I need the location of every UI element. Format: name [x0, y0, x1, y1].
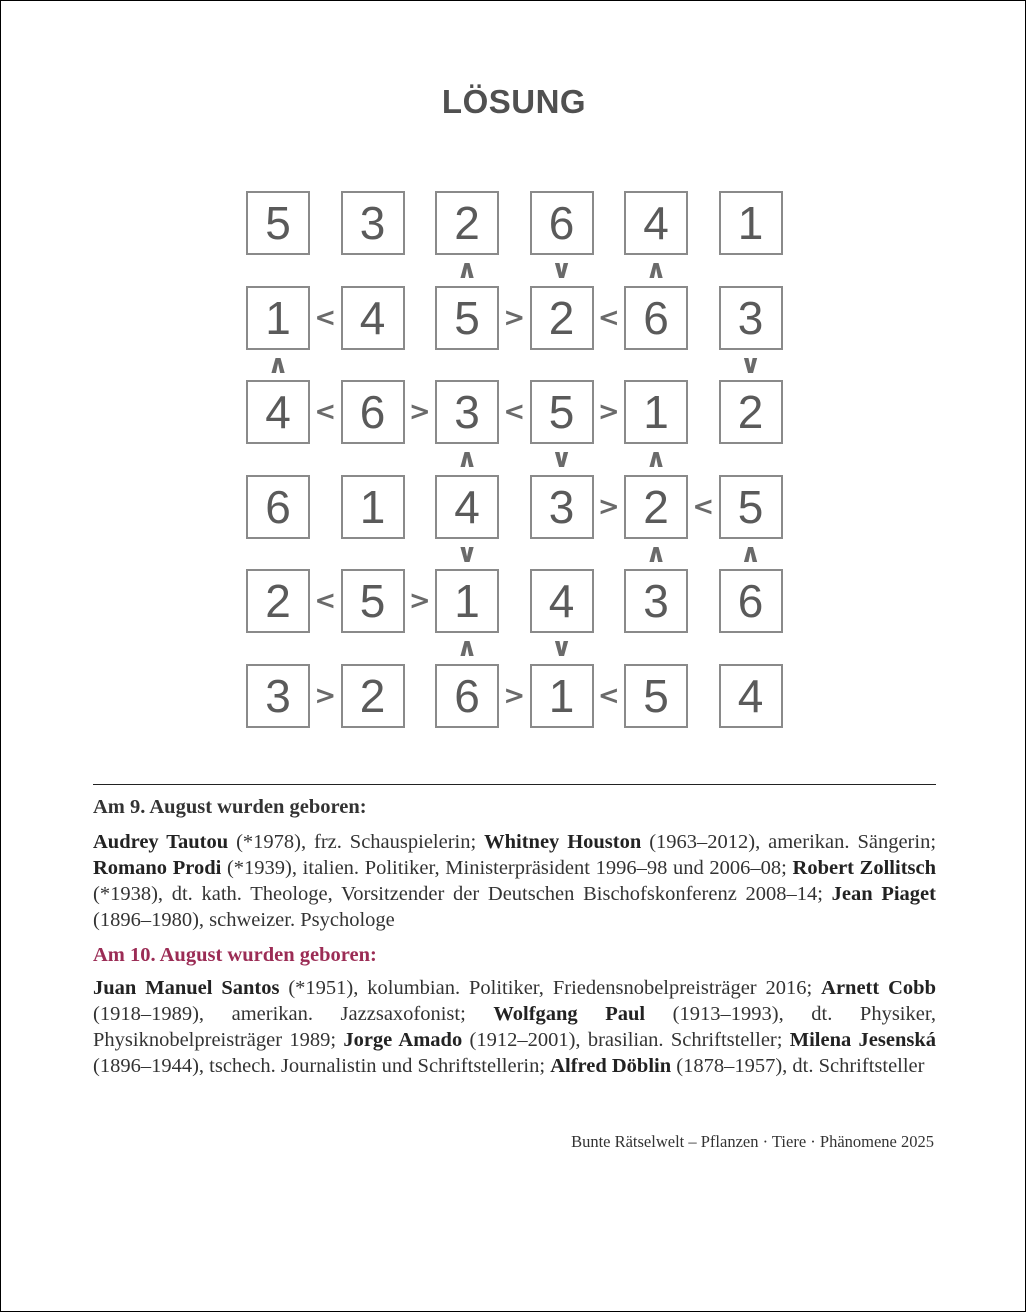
inequality-sign-horizontal: > [597, 491, 620, 522]
person-description: (1878–1957), dt. Schriftsteller [671, 1055, 925, 1077]
person-name: Romano Prodi [93, 857, 222, 879]
person-name: Whitney Houston [484, 831, 642, 853]
divider [93, 784, 936, 785]
inequality-sign-vertical: ∧ [739, 538, 762, 569]
person-name: Wolfgang Paul [493, 1003, 646, 1025]
inequality-sign-vertical: ∨ [739, 349, 762, 380]
person-name: Juan Manuel Santos [93, 977, 280, 999]
grid-cell: 5 [719, 475, 783, 539]
inequality-sign-horizontal: < [597, 302, 620, 333]
grid-cell: 5 [530, 380, 594, 444]
grid-cell: 5 [341, 569, 405, 633]
grid-cell: 2 [719, 380, 783, 444]
inequality-sign-horizontal: < [314, 586, 337, 616]
section2-heading: Am 10. August wurden geboren: [93, 944, 377, 966]
inequality-sign-horizontal: < [692, 491, 715, 522]
person-name: Audrey Tautou [93, 831, 229, 853]
grid-cell: 3 [530, 475, 594, 539]
grid-cell: 1 [719, 191, 783, 255]
grid-cell: 6 [435, 664, 499, 728]
grid-cell: 3 [246, 664, 310, 728]
inequality-sign-horizontal: > [597, 397, 620, 427]
grid-cell: 2 [435, 191, 499, 255]
grid-cell: 6 [624, 286, 688, 350]
grid-cell: 6 [719, 569, 783, 633]
grid-cell: 1 [530, 664, 594, 728]
inequality-sign-vertical: ∧ [645, 538, 667, 569]
person-name: Robert Zollitsch [792, 857, 936, 879]
inequality-sign-horizontal: > [503, 680, 526, 711]
inequality-sign-vertical: ∨ [550, 255, 573, 286]
person-description: (*1951), kolumbian. Politiker, Friedensnobelpreisträger 2016; [279, 977, 822, 999]
inequality-sign-horizontal: > [408, 397, 431, 427]
person-name: Jean Piaget [831, 883, 936, 905]
inequality-sign-horizontal: < [314, 302, 337, 333]
inequality-sign-vertical: ∨ [550, 444, 573, 475]
section2-text [93, 975, 936, 1079]
footer: Bunte Rätselwelt – Pflanzen · Tiere · Phänomene 2025 [571, 1132, 934, 1151]
grid-cell: 2 [341, 664, 405, 728]
futoshiki-solution-grid [1, 1, 1026, 761]
grid-cell: 1 [624, 380, 688, 444]
grid-cell: 4 [530, 569, 594, 633]
person-description: (1918–1989), amerikan. Jazzsaxofonist; [93, 1003, 494, 1025]
grid-cell: 1 [435, 569, 499, 633]
grid-cell: 3 [435, 380, 499, 444]
grid-cell: 3 [624, 569, 688, 633]
inequality-sign-vertical: ∧ [456, 633, 478, 664]
grid-cell: 4 [246, 380, 310, 444]
grid-cell: 1 [341, 475, 405, 539]
grid-cell: 2 [530, 286, 594, 350]
grid-cell: 6 [341, 380, 405, 444]
page-title: LÖSUNG [441, 83, 587, 120]
inequality-sign-vertical: ∧ [267, 349, 289, 380]
grid-cell: 6 [246, 475, 310, 539]
grid-cell: 6 [530, 191, 594, 255]
person-name: Arnett Cobb [821, 977, 936, 999]
section1-text [93, 829, 936, 933]
grid-cell: 4 [435, 475, 499, 539]
inequality-sign-horizontal: > [314, 680, 337, 711]
grid-cell: 5 [435, 286, 499, 350]
inequality-sign-horizontal: < [503, 397, 526, 427]
person-description: (1912–2001), brasilian. Schriftsteller; [462, 1029, 790, 1051]
grid-cell: 3 [341, 191, 405, 255]
grid-cell: 4 [719, 664, 783, 728]
grid-cell: 4 [624, 191, 688, 255]
grid-cell: 4 [341, 286, 405, 350]
grid-cell: 5 [246, 191, 310, 255]
grid-cell: 2 [246, 569, 310, 633]
person-description: (1896–1980), schweizer. Psychologe [93, 909, 395, 931]
section1-heading: Am 9. August wurden geboren: [93, 796, 367, 818]
grid-cell: 5 [624, 664, 688, 728]
inequality-sign-horizontal: < [597, 680, 620, 711]
inequality-sign-vertical: ∧ [456, 444, 478, 475]
person-name: Alfred Döblin [550, 1055, 672, 1077]
person-description: (*1939), italien. Politiker, Ministerpräsident 1996–98 und 2006–08; [221, 857, 793, 879]
person-description: (*1938), dt. kath. Theologe, Vorsitzender der Deutschen Bischofskonferenz 2008–14; [93, 883, 832, 905]
person-name: Milena Jesenská [789, 1029, 936, 1051]
inequality-sign-vertical: ∧ [456, 255, 478, 286]
inequality-sign-horizontal: > [503, 302, 526, 333]
grid-cell: 2 [624, 475, 688, 539]
inequality-sign-horizontal: < [314, 397, 337, 427]
grid-cell: 1 [246, 286, 310, 350]
person-description: (*1978), frz. Schauspielerin; [228, 831, 485, 853]
person-description: (1913–1993), dt. Physiker, Physiknobelpreisträger 1989; [93, 1003, 936, 1051]
person-name: Jorge Amado [343, 1029, 463, 1051]
inequality-sign-vertical: ∧ [645, 444, 667, 475]
person-description: (1963–2012), amerikan. Sängerin; [641, 831, 937, 853]
inequality-sign-vertical: ∨ [550, 633, 573, 664]
grid-cell: 3 [719, 286, 783, 350]
person-description: (1896–1944), tschech. Journalistin und Schriftstellerin; [93, 1055, 551, 1077]
inequality-sign-horizontal: > [408, 586, 431, 616]
inequality-sign-vertical: ∧ [645, 255, 667, 286]
inequality-sign-vertical: ∨ [456, 538, 478, 569]
